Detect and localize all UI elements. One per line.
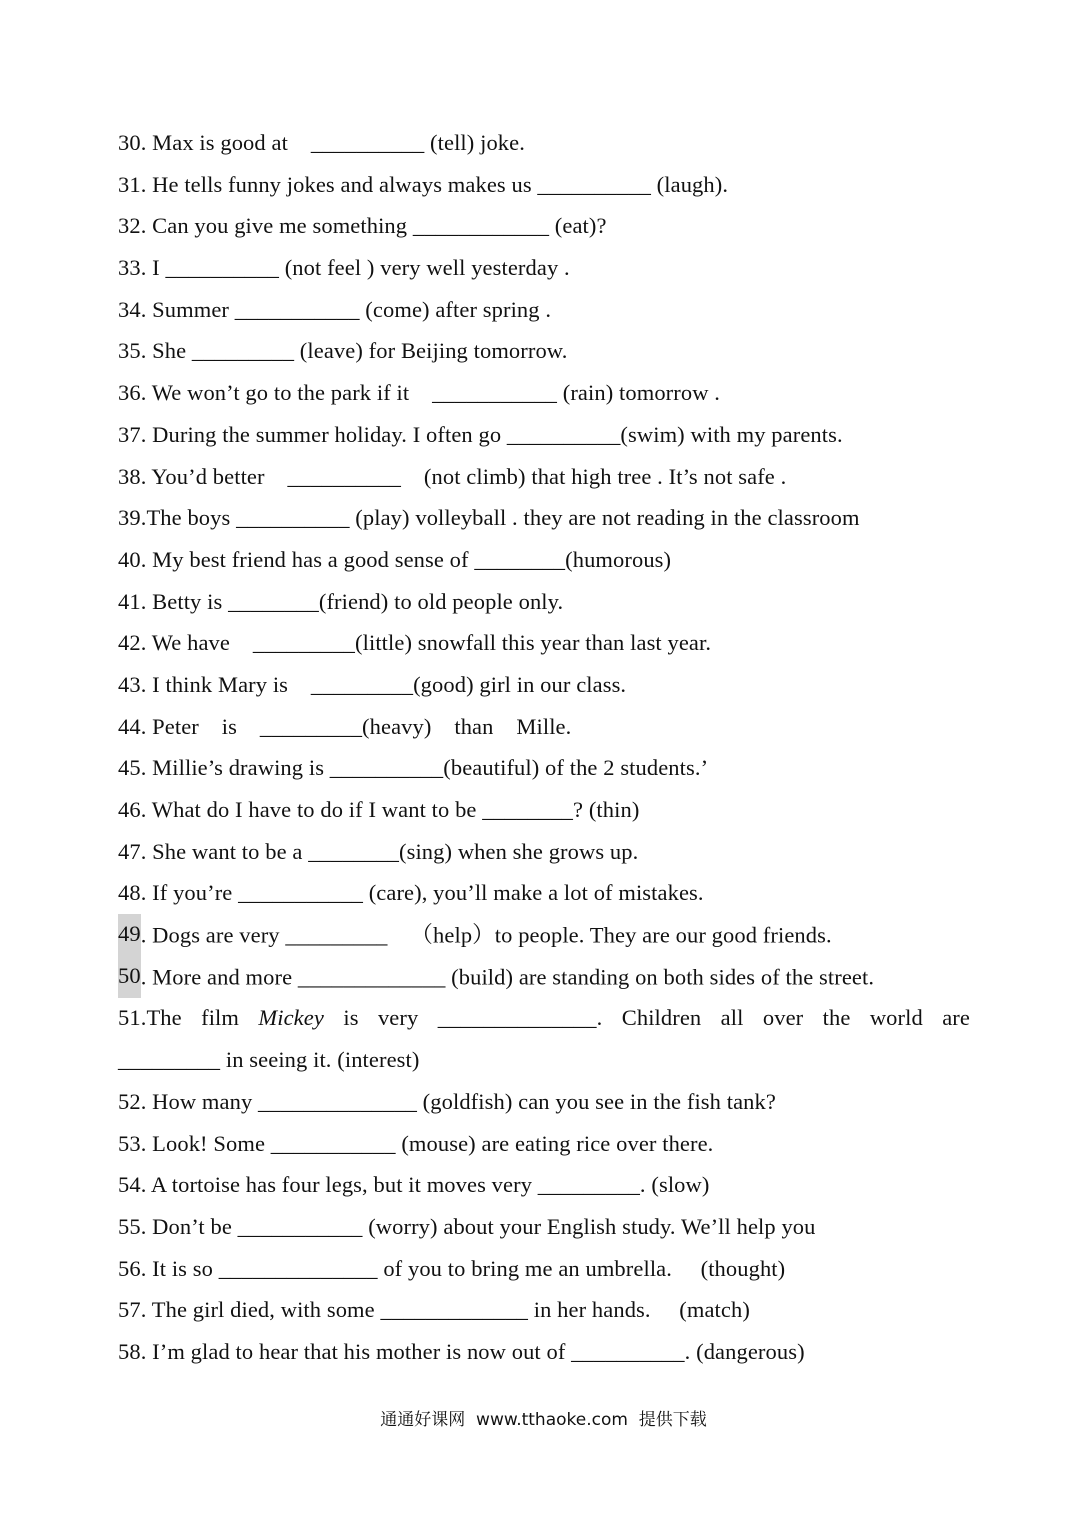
exercise-number: 48. (118, 880, 147, 906)
footer-source-note: 通通好课网 www.tthaoke.com 提供下载 (380, 1410, 707, 1430)
exercise-number: 55. (118, 1213, 147, 1239)
exercise-item-51 (118, 997, 970, 1039)
exercise-text: Summer ___________ (come) after spring . (146, 296, 552, 322)
exercise-number: 34. (118, 296, 147, 322)
exercise-number: 31. (118, 171, 147, 197)
exercise-number: 37. (118, 421, 147, 447)
exercise-text: During the summer holiday. I often go __________(swim) with my parents. (146, 421, 843, 447)
exercise-text: I’m glad to hear that his mother is now out of __________. (dangerous) (146, 1338, 805, 1364)
exercise-text: Don’t be ___________ (worry) about your English study. We’ll help you (146, 1213, 816, 1239)
exercise-text: He tells funny jokes and always makes us __________ (laugh). (146, 171, 729, 197)
exercise-item (118, 497, 970, 539)
exercise-item (118, 1248, 970, 1290)
exercise-number: 58. (118, 1338, 147, 1364)
exercise-text: You’d better __________ (not climb) that high tree . It’s not safe . (146, 463, 787, 489)
exercise-number: 47. (118, 838, 147, 864)
exercise-item (118, 956, 970, 998)
highlighted-exercise-number: 50 (118, 956, 141, 998)
exercise-text: Peter is _________(heavy) than Mille. (146, 713, 572, 739)
exercise-text: She want to be a ________(sing) when she grows up. (146, 838, 639, 864)
exercise-item (118, 539, 970, 581)
exercise-number: 35. (118, 338, 147, 364)
exercise-number: 44. (118, 713, 147, 739)
exercise-item (118, 1289, 970, 1331)
exercise-number: 40. (118, 546, 147, 572)
exercise-item (118, 664, 970, 706)
exercise-number: 36. (118, 380, 147, 406)
exercise-text: Max is good at __________ (tell) joke. (146, 130, 525, 155)
exercise-number: 52. (118, 1088, 147, 1114)
exercise-item (118, 706, 970, 748)
exercise-text: My best friend has a good sense of ________(humorous) (146, 546, 672, 572)
exercise-number: 51. (118, 1005, 147, 1031)
exercise-number: 38. (118, 463, 147, 489)
exercise-number: 45. (118, 755, 147, 781)
exercise-number: 57. (118, 1297, 147, 1323)
exercise-item (118, 414, 970, 456)
exercise-item (118, 872, 970, 914)
exercise-number: 43. (118, 671, 147, 697)
exercise-item (118, 1164, 970, 1206)
exercise-item (118, 831, 970, 873)
exercise-item (118, 330, 970, 372)
exercise-number: 54. (118, 1172, 147, 1198)
exercise-number: 41. (118, 588, 147, 614)
exercise-text: I __________ (not feel ) very well yesterday . (146, 255, 570, 281)
exercise-number: 56. (118, 1255, 147, 1281)
exercise-text: She _________ (leave) for Beijing tomorrow. (146, 338, 568, 364)
exercise-text: The boys __________ (play) volleyball . they are not reading in the classroom (146, 505, 860, 531)
exercise-item (118, 622, 970, 664)
exercise-item-51-continuation (118, 1039, 970, 1081)
exercise-text: The girl died, with some _____________ in her hands. (match) (146, 1297, 750, 1323)
exercise-text-part: is very ______________. Children all over the world are (323, 1005, 970, 1031)
exercise-item (118, 914, 970, 956)
exercise-item (118, 372, 970, 414)
exercise-text: Betty is ________(friend) to old people only. (146, 588, 564, 614)
exercise-item (118, 205, 970, 247)
exercise-number: 53. (118, 1130, 147, 1156)
exercise-number: 30. (118, 130, 147, 155)
exercise-item (118, 122, 970, 164)
exercise-item (118, 789, 970, 831)
exercise-item (118, 289, 970, 331)
exercise-number: 39. (118, 505, 147, 531)
exercise-text-part: The film (146, 1005, 259, 1031)
exercise-text: We won’t go to the park if it ___________ (rain) tomorrow . (146, 380, 721, 406)
exercise-item (118, 747, 970, 789)
exercise-text: I think Mary is _________(good) girl in our class. (146, 671, 627, 697)
exercise-item (118, 456, 970, 498)
exercise-text: _________ in seeing it. (interest) (118, 1047, 420, 1073)
exercise-text: . Dogs are very _________ （help）to people. They are our good friends. (140, 922, 832, 948)
exercise-text: What do I have to do if I want to be ________? (thin) (146, 797, 640, 822)
exercise-number: 46. (118, 797, 147, 822)
exercise-text: Can you give me something ____________ (eat)? (146, 213, 607, 239)
exercise-number: 33. (118, 255, 147, 281)
exercise-item (118, 1206, 970, 1248)
exercise-item (118, 247, 970, 289)
exercise-text: A tortoise has four legs, but it moves very _________. (slow) (146, 1172, 710, 1198)
exercise-item (118, 1331, 970, 1373)
exercise-text: If you’re ___________ (care), you’ll make a lot of mistakes. (146, 880, 704, 906)
exercise-item (118, 1123, 970, 1165)
film-title: Mickey (258, 1005, 324, 1031)
exercise-text: Look! Some ___________ (mouse) are eating rice over there. (146, 1130, 714, 1156)
exercise-text: Millie’s drawing is __________(beautiful) of the 2 students.’ (146, 755, 709, 781)
exercise-number: 32. (118, 213, 147, 239)
exercise-list (118, 122, 970, 1373)
exercise-item (118, 164, 970, 206)
exercise-item (118, 1081, 970, 1123)
exercise-text: We have _________(little) snowfall this year than last year. (146, 630, 712, 656)
exercise-item (118, 581, 970, 623)
exercise-number: 42. (118, 630, 147, 656)
exercise-text: It is so ______________ of you to bring me an umbrella. (thought) (146, 1255, 786, 1281)
highlighted-exercise-number: 49 (118, 914, 141, 956)
exercise-text: . More and more _____________ (build) are standing on both sides of the street. (140, 964, 875, 990)
exercise-text: How many ______________ (goldfish) can you see in the fish tank? (146, 1088, 776, 1114)
